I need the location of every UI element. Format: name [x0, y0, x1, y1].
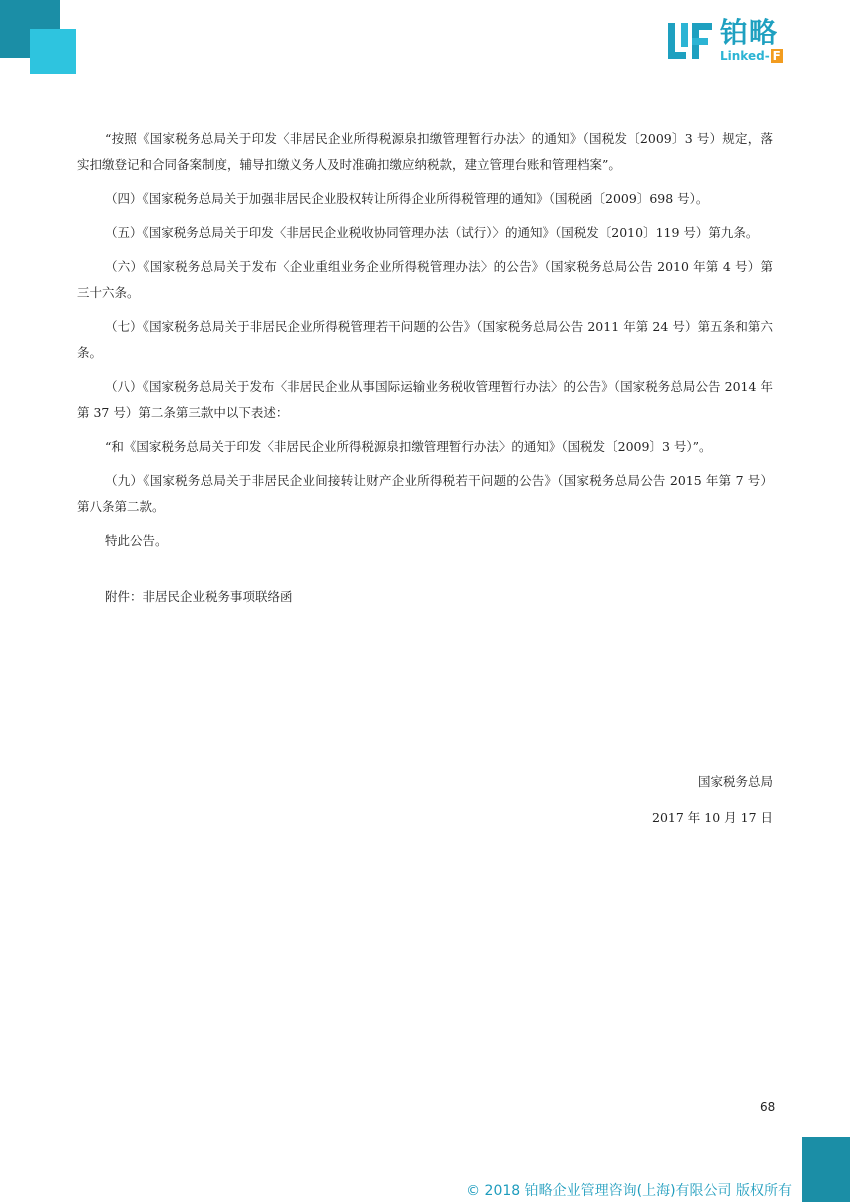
issue-date: 2017 年 10 月 17 日: [652, 810, 773, 825]
page-number: 68: [760, 1100, 776, 1114]
logo-english-text: [720, 49, 783, 63]
logo-chinese-text: 铂略: [720, 16, 779, 49]
logo-english-prefix: Linked-: [720, 49, 770, 63]
paragraph-quote-1: “按照《国家税务总局关于印发〈非居民企业所得税源泉扣缴管理暂行办法〉的通知》（国税发〔2009〕3 号）规定，落实扣缴登记和合同备案制度，辅导扣缴义务人及时准确扣缴应纳税款，建立管理台账和管理档案”。: [77, 131, 773, 172]
paragraph-item-8: （八）《国家税务总局关于发布〈非居民企业从事国际运输业务税收管理暂行办法〉的公告》（国家税务总局公告 2014 年第 37 号）第二条第三款中以下表述：: [77, 379, 773, 420]
paragraph-item-7: （七）《国家税务总局关于非居民企业所得税管理若干问题的公告》（国家税务总局公告 2011 年第 24 号）第五条和第六条。: [77, 319, 773, 360]
paragraph-item-5: （五）《国家税务总局关于印发〈非居民企业税收协同管理办法（试行）〉的通知》（国税发〔2010〕119 号）第九条。: [105, 225, 759, 240]
logo-f-box: F: [772, 49, 781, 63]
paragraph-item-4: （四）《国家税务总局关于加强非居民企业股权转让所得企业所得税管理的通知》（国税函〔2009〕698 号）。: [105, 191, 709, 206]
linked-f-logo: [668, 16, 798, 66]
document-body: [77, 126, 773, 618]
issuer-name: 国家税务总局: [697, 774, 773, 789]
logo-mark-icon: [668, 19, 714, 63]
signature-block: [652, 764, 773, 836]
attachment-line: 附件：非居民企业税务事项联络函: [105, 589, 293, 604]
footer-decoration: [802, 1137, 850, 1202]
paragraph-quote-2: “和《国家税务总局关于印发〈非居民企业所得税源泉扣缴管理暂行办法〉的通知》（国税发〔2009〕3 号）”。: [105, 439, 712, 454]
paragraph-closing: 特此公告。: [105, 533, 168, 548]
paragraph-item-6: （六）《国家税务总局关于发布〈企业重组业务企业所得税管理办法〉的公告》（国家税务总局公告 2010 年第 4 号）第三十六条。: [77, 259, 773, 300]
corner-decoration-light: [30, 29, 76, 74]
footer-copyright: © 2018 铂略企业管理咨询(上海)有限公司 版权所有: [466, 1183, 792, 1199]
paragraph-item-9: （九）《国家税务总局关于非居民企业间接转让财产企业所得税若干问题的公告》（国家税务总局公告 2015 年第 7 号）第八条第二款。: [77, 473, 773, 514]
